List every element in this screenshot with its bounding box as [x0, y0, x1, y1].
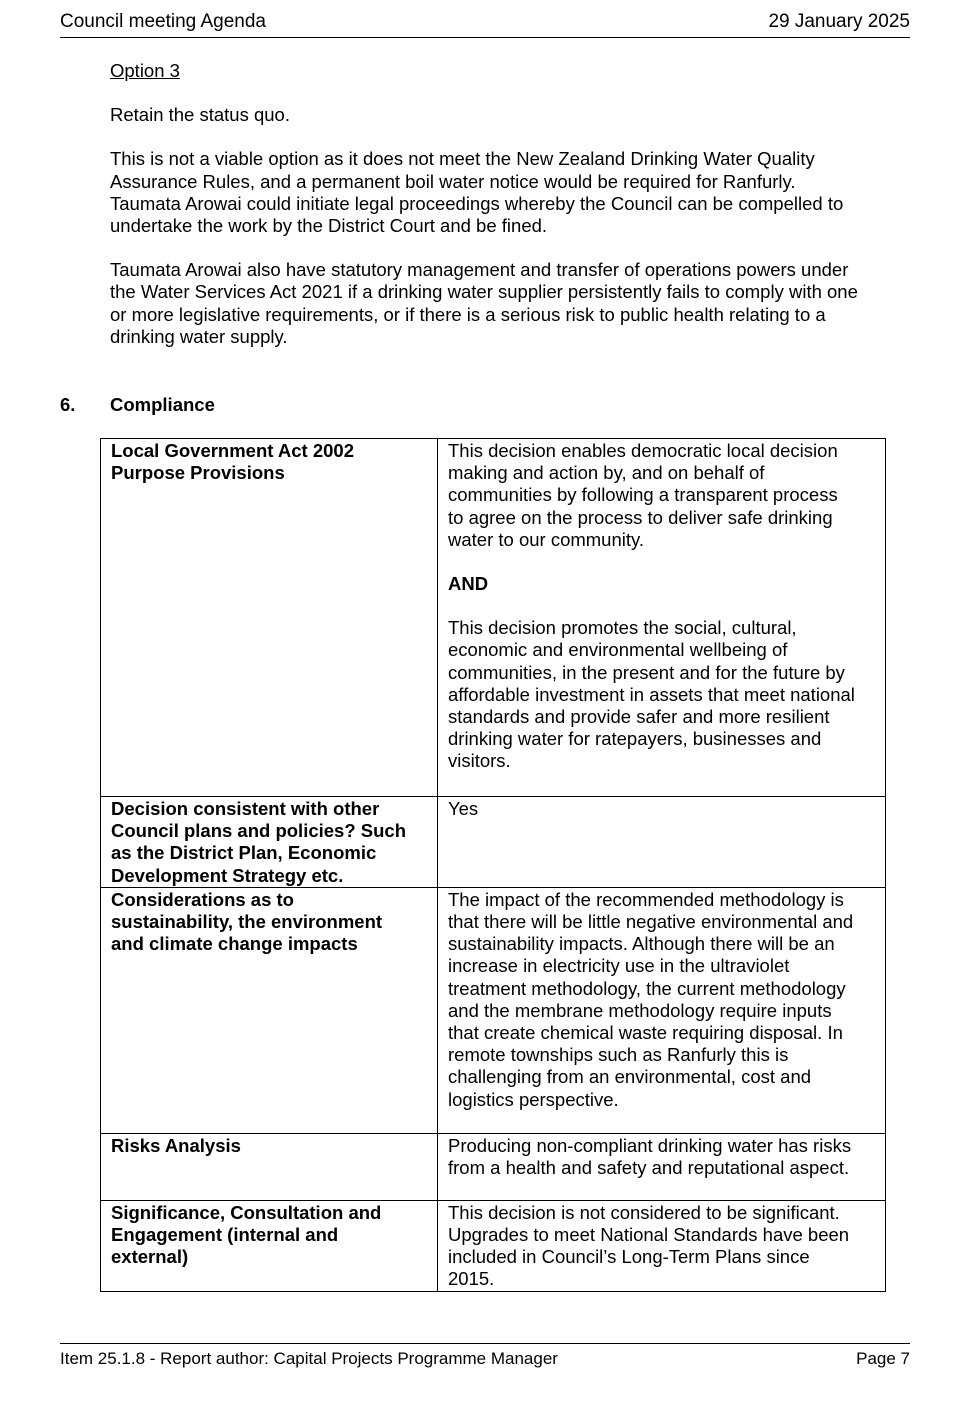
- table-row: [101, 887, 886, 1133]
- table-value-line: included in Council’s Long-Term Plans since: [448, 1246, 810, 1268]
- table-label-line: Decision consistent with other: [111, 798, 380, 819]
- footer-page-number: Page 7: [856, 1349, 910, 1368]
- table-value-paragraph: [448, 1202, 875, 1291]
- table-row: [101, 439, 886, 797]
- body-paragraph-line: or more legislative requirements, or if there is a serious risk to public health relating to a: [110, 303, 826, 325]
- table-label-line: Council plans and policies? Such: [111, 820, 407, 842]
- table-value-line: increase in electricity use in the ultraviolet: [448, 955, 790, 977]
- table-value-paragraph: [448, 889, 875, 1111]
- table-label-line: Considerations as to: [111, 888, 294, 910]
- table-label-line: Engagement (internal and: [111, 1224, 339, 1246]
- table-value-line: Yes: [448, 798, 479, 819]
- table-value-line: remote townships such as Ranfurly this is: [448, 1044, 789, 1066]
- table-value-line: that there will be little negative environmental and: [448, 911, 854, 933]
- table-label-cell: [101, 1200, 438, 1291]
- table-value-line: from a health and safety and reputational aspect.: [448, 1157, 850, 1179]
- section-title: Compliance: [110, 394, 215, 415]
- table-value-paragraph: [448, 798, 875, 820]
- table-label-cell: [101, 1133, 438, 1200]
- table-value-line: making and action by, and on behalf of: [448, 462, 765, 484]
- section-number: 6.: [60, 394, 76, 415]
- body-paragraphs: [110, 104, 910, 348]
- header-title: Council meeting Agenda: [60, 11, 266, 32]
- page-header: [60, 11, 910, 38]
- table-row: [101, 1133, 886, 1200]
- table-value-cell: [438, 797, 886, 888]
- table-value-line: AND: [448, 573, 489, 595]
- table-value-line: Upgrades to meet National Standards have been: [448, 1224, 850, 1246]
- option-heading: Option 3: [110, 60, 180, 81]
- table-label-line: sustainability, the environment: [111, 911, 383, 933]
- header-date: 29 January 2025: [768, 11, 910, 32]
- table-label-line: Purpose Provisions: [111, 462, 285, 484]
- table-value-cell: [438, 1200, 886, 1291]
- table-value-line: economic and environmental wellbeing of: [448, 639, 788, 661]
- table-value-line: This decision promotes the social, cultural,: [448, 617, 797, 639]
- table-row: [101, 797, 886, 888]
- body-paragraph-line: This is not a viable option as it does not meet the New Zealand Drinking Water Quality: [110, 148, 815, 170]
- table-value-line: and the membrane methodology require inputs: [448, 999, 832, 1021]
- table-value-line: standards and provide safer and more resilient: [448, 706, 830, 728]
- table-value-paragraph: [448, 440, 875, 551]
- body-paragraph: [110, 148, 910, 237]
- table-value-line: to agree on the process to deliver safe drinking: [448, 506, 833, 528]
- body-paragraph: [110, 259, 910, 348]
- table-value-line: drinking water for ratepayers, businesses and: [448, 728, 822, 750]
- body-paragraph-line: Taumata Arowai also have statutory management and transfer of operations powers under: [110, 259, 849, 281]
- page-footer: [60, 1343, 910, 1370]
- table-label-line: Significance, Consultation and: [111, 1201, 382, 1223]
- table-value-line: communities by following a transparent process: [448, 484, 838, 506]
- table-label-line: Development Strategy etc.: [111, 864, 344, 886]
- body-paragraph-line: Taumata Arowai could initiate legal proceedings whereby the Council can be compelled to: [110, 192, 844, 214]
- table-row: [101, 1200, 886, 1291]
- body-content: [110, 60, 910, 370]
- table-value-line: affordable investment in assets that meet national: [448, 683, 855, 705]
- table-value-paragraph: [448, 617, 875, 772]
- table-value-line: The impact of the recommended methodology is: [448, 888, 844, 910]
- body-paragraph: [110, 104, 910, 126]
- table-label-cell: [101, 887, 438, 1133]
- section-heading: [60, 394, 215, 416]
- table-value-paragraph: [448, 573, 875, 595]
- table-value-line: communities, in the present and for the future by: [448, 661, 845, 683]
- table-value-line: visitors.: [448, 750, 511, 772]
- table-label-line: and climate change impacts: [111, 933, 358, 955]
- compliance-table: [100, 438, 886, 1292]
- table-value-cell: [438, 439, 886, 797]
- body-paragraph-line: drinking water supply.: [110, 325, 288, 347]
- footer-item-author: Item 25.1.8 - Report author: Capital Projects Programme Manager: [60, 1349, 558, 1368]
- table-value-paragraph: [448, 1135, 875, 1179]
- table-label-cell: [101, 797, 438, 888]
- table-label-line: Local Government Act 2002: [111, 440, 354, 461]
- table-value-line: logistics perspective.: [448, 1088, 619, 1110]
- table-value-line: sustainability impacts. Although there will be an: [448, 933, 835, 955]
- table-label-line: Risks Analysis: [111, 1134, 241, 1156]
- body-paragraph-line: the Water Services Act 2021 if a drinking water supplier persistently fails to comply with one: [110, 281, 858, 303]
- table-value-line: water to our community.: [448, 528, 645, 550]
- body-paragraph-line: Assurance Rules, and a permanent boil water notice would be required for Ranfurly.: [110, 170, 796, 192]
- body-paragraph-line: undertake the work by the District Court and be fined.: [110, 215, 548, 237]
- table-value-line: Producing non-compliant drinking water has risks: [448, 1134, 852, 1156]
- table-value-line: This decision is not considered to be significant.: [448, 1201, 840, 1223]
- table-label-cell: [101, 439, 438, 797]
- table-label-line: external): [111, 1246, 189, 1268]
- table-value-cell: [438, 887, 886, 1133]
- table-value-line: This decision enables democratic local decision: [448, 440, 838, 461]
- table-value-cell: [438, 1133, 886, 1200]
- table-value-line: that create chemical waste requiring disposal. In: [448, 1022, 843, 1044]
- body-paragraph-line: Retain the status quo.: [110, 104, 290, 126]
- table-value-line: 2015.: [448, 1268, 495, 1290]
- table-value-line: challenging from an environmental, cost and: [448, 1066, 812, 1088]
- table-value-line: treatment methodology, the current methodology: [448, 977, 846, 999]
- table-label-line: as the District Plan, Economic: [111, 842, 377, 864]
